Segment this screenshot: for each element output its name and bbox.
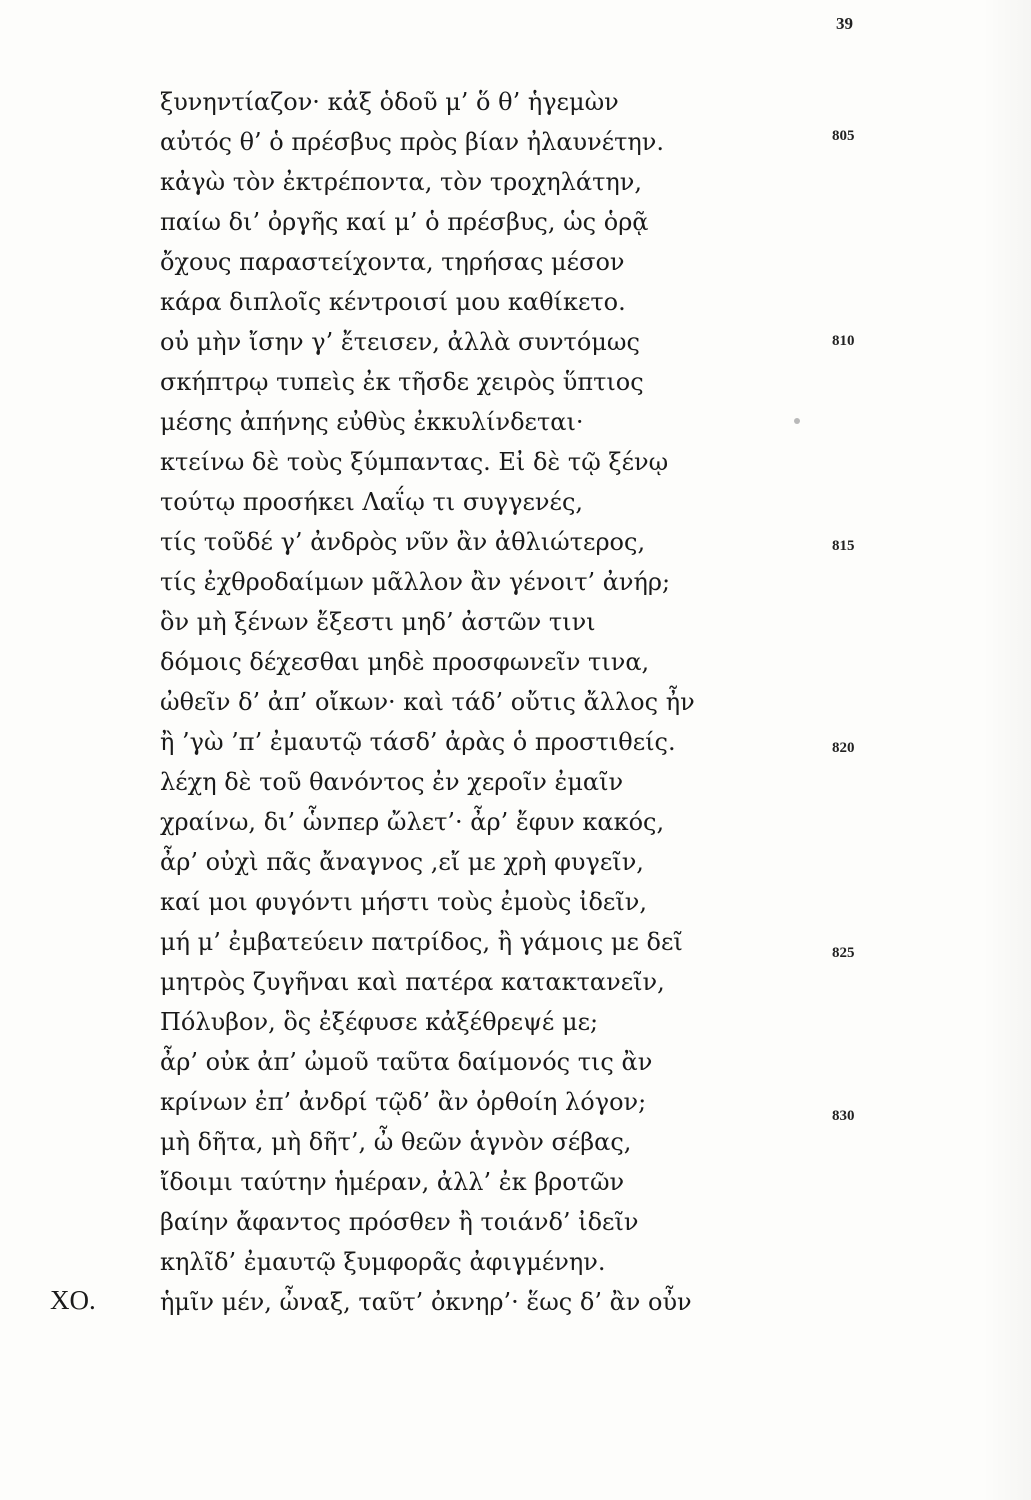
line-number: 815 [832,538,855,554]
verse-line: λέχη δὲ τοῦ θανόντος ἐν χεροῖν ἐμαῖν [160,768,624,796]
ink-smudge [794,418,800,424]
verse-line: οὐ μὴν ἴσην γ’ ἔτεισεν, ἀλλὰ συντόμως [160,328,640,356]
verse-line: μὴ δῆτα, μὴ δῆτ’, ὦ θεῶν ἁγνὸν σέβας, [160,1128,632,1156]
verse-line: κἀγὼ τὸν ἐκτρέποντα, τὸν τροχηλάτην, [160,168,642,196]
verse-line: χραίνω, δι’ ὧνπερ ὤλετ’· ἆρ’ ἔφυν κακός, [160,808,665,836]
verse-line: τίς τοῦδέ γ’ ἀνδρὸς νῦν ἂν ἀθλιώτερος, [160,528,646,556]
verse-line: βαίην ἄφαντος πρόσθεν ἢ τοιάνδ’ ἰδεῖν [160,1208,639,1236]
verse-line: μέσης ἀπήνης εὐθὺς ἐκκυλίνδεται· [160,408,584,436]
verse-line: κάρα διπλοῖς κέντροισί μου καθίκετο. [160,288,626,316]
verse-line: ὃν μὴ ξένων ἔξεστι μηδ’ ἀστῶν τινι [160,608,596,636]
speaker-label: ΧΟ. [50,1285,96,1315]
verse-line: κρίνων ἐπ’ ἀνδρί τῷδ’ ἂν ὀρθοίη λόγον; [160,1088,647,1116]
verse-line: αὐτός θ’ ὁ πρέσβυς πρὸς βίαν ἠλαυνέτην. [160,128,665,156]
verse-line: ἡμῖν μέν, ὦναξ, ταῦτ’ ὀκνηρ’· ἕως δ’ ἂν οὖν [160,1288,692,1316]
page-edge-shadow [983,0,1031,1500]
verse-line: κτείνω δὲ τοὺς ξύμπαντας. Εἰ δὲ τῷ ξένῳ [160,448,669,476]
verse-line: μητρὸς ζυγῆναι καὶ πατέρα κατακτανεῖν, [160,968,665,996]
line-number: 825 [832,945,855,961]
verse-line: ἆρ’ οὐκ ἀπ’ ὠμοῦ ταῦτα δαίμονός τις ἂν [160,1048,653,1076]
verse-line: δόμοις δέχεσθαι μηδὲ προσφωνεῖν τινα, [160,648,650,676]
verse-line: ὄχους παραστείχοντα, τηρήσας μέσον [160,248,625,276]
line-number: 820 [832,740,855,756]
page-number: 39 [836,14,853,33]
verse-line: ὠθεῖν δ’ ἀπ’ οἴκων· καὶ τάδ’ οὔτις ἄλλος ἦν [160,688,695,716]
line-number: 830 [832,1108,855,1124]
verse-line: μή μ’ ἐμβατεύειν πατρίδος, ἢ γάμοις με δεῖ [160,928,683,956]
verse-line: τούτῳ προσήκει Λαΐῳ τι συγγενές, [160,488,584,516]
verse-line: σκήπτρῳ τυπεὶς ἐκ τῆσδε χειρὸς ὕπτιος [160,368,644,396]
verse-line: ἢ ’γὼ ’π’ ἐμαυτῷ τάσδ’ ἀρὰς ὁ προστιθείς. [160,728,676,756]
verse-line: ἴδοιμι ταύτην ἡμέραν, ἀλλ’ ἐκ βροτῶν [160,1168,625,1196]
verse-line: τίς ἐχθροδαίμων μᾶλλον ἂν γένοιτ’ ἀνήρ; [160,568,671,596]
verse-line: ξυνηντίαζον· κἀξ ὁδοῦ μ’ ὅ θ’ ἡγεμὼν [160,88,619,116]
verse-line: ἆρ’ οὐχὶ πᾶς ἄναγνος ,εἴ με χρὴ φυγεῖν, [160,848,644,876]
line-number: 805 [832,128,855,144]
verse-line: παίω δι’ ὀργῆς καί μ’ ὁ πρέσβυς, ὡς ὁρᾷ [160,208,649,236]
verse-line: Πόλυβον, ὃς ἐξέφυσε κἀξέθρεψέ με; [160,1008,599,1036]
line-number: 810 [832,333,855,349]
verse-line: καί μοι φυγόντι μήστι τοὺς ἐμοὺς ἰδεῖν, [160,888,647,916]
verse-line: κηλῖδ’ ἐμαυτῷ ξυμφορᾶς ἀφιγμένην. [160,1248,606,1276]
